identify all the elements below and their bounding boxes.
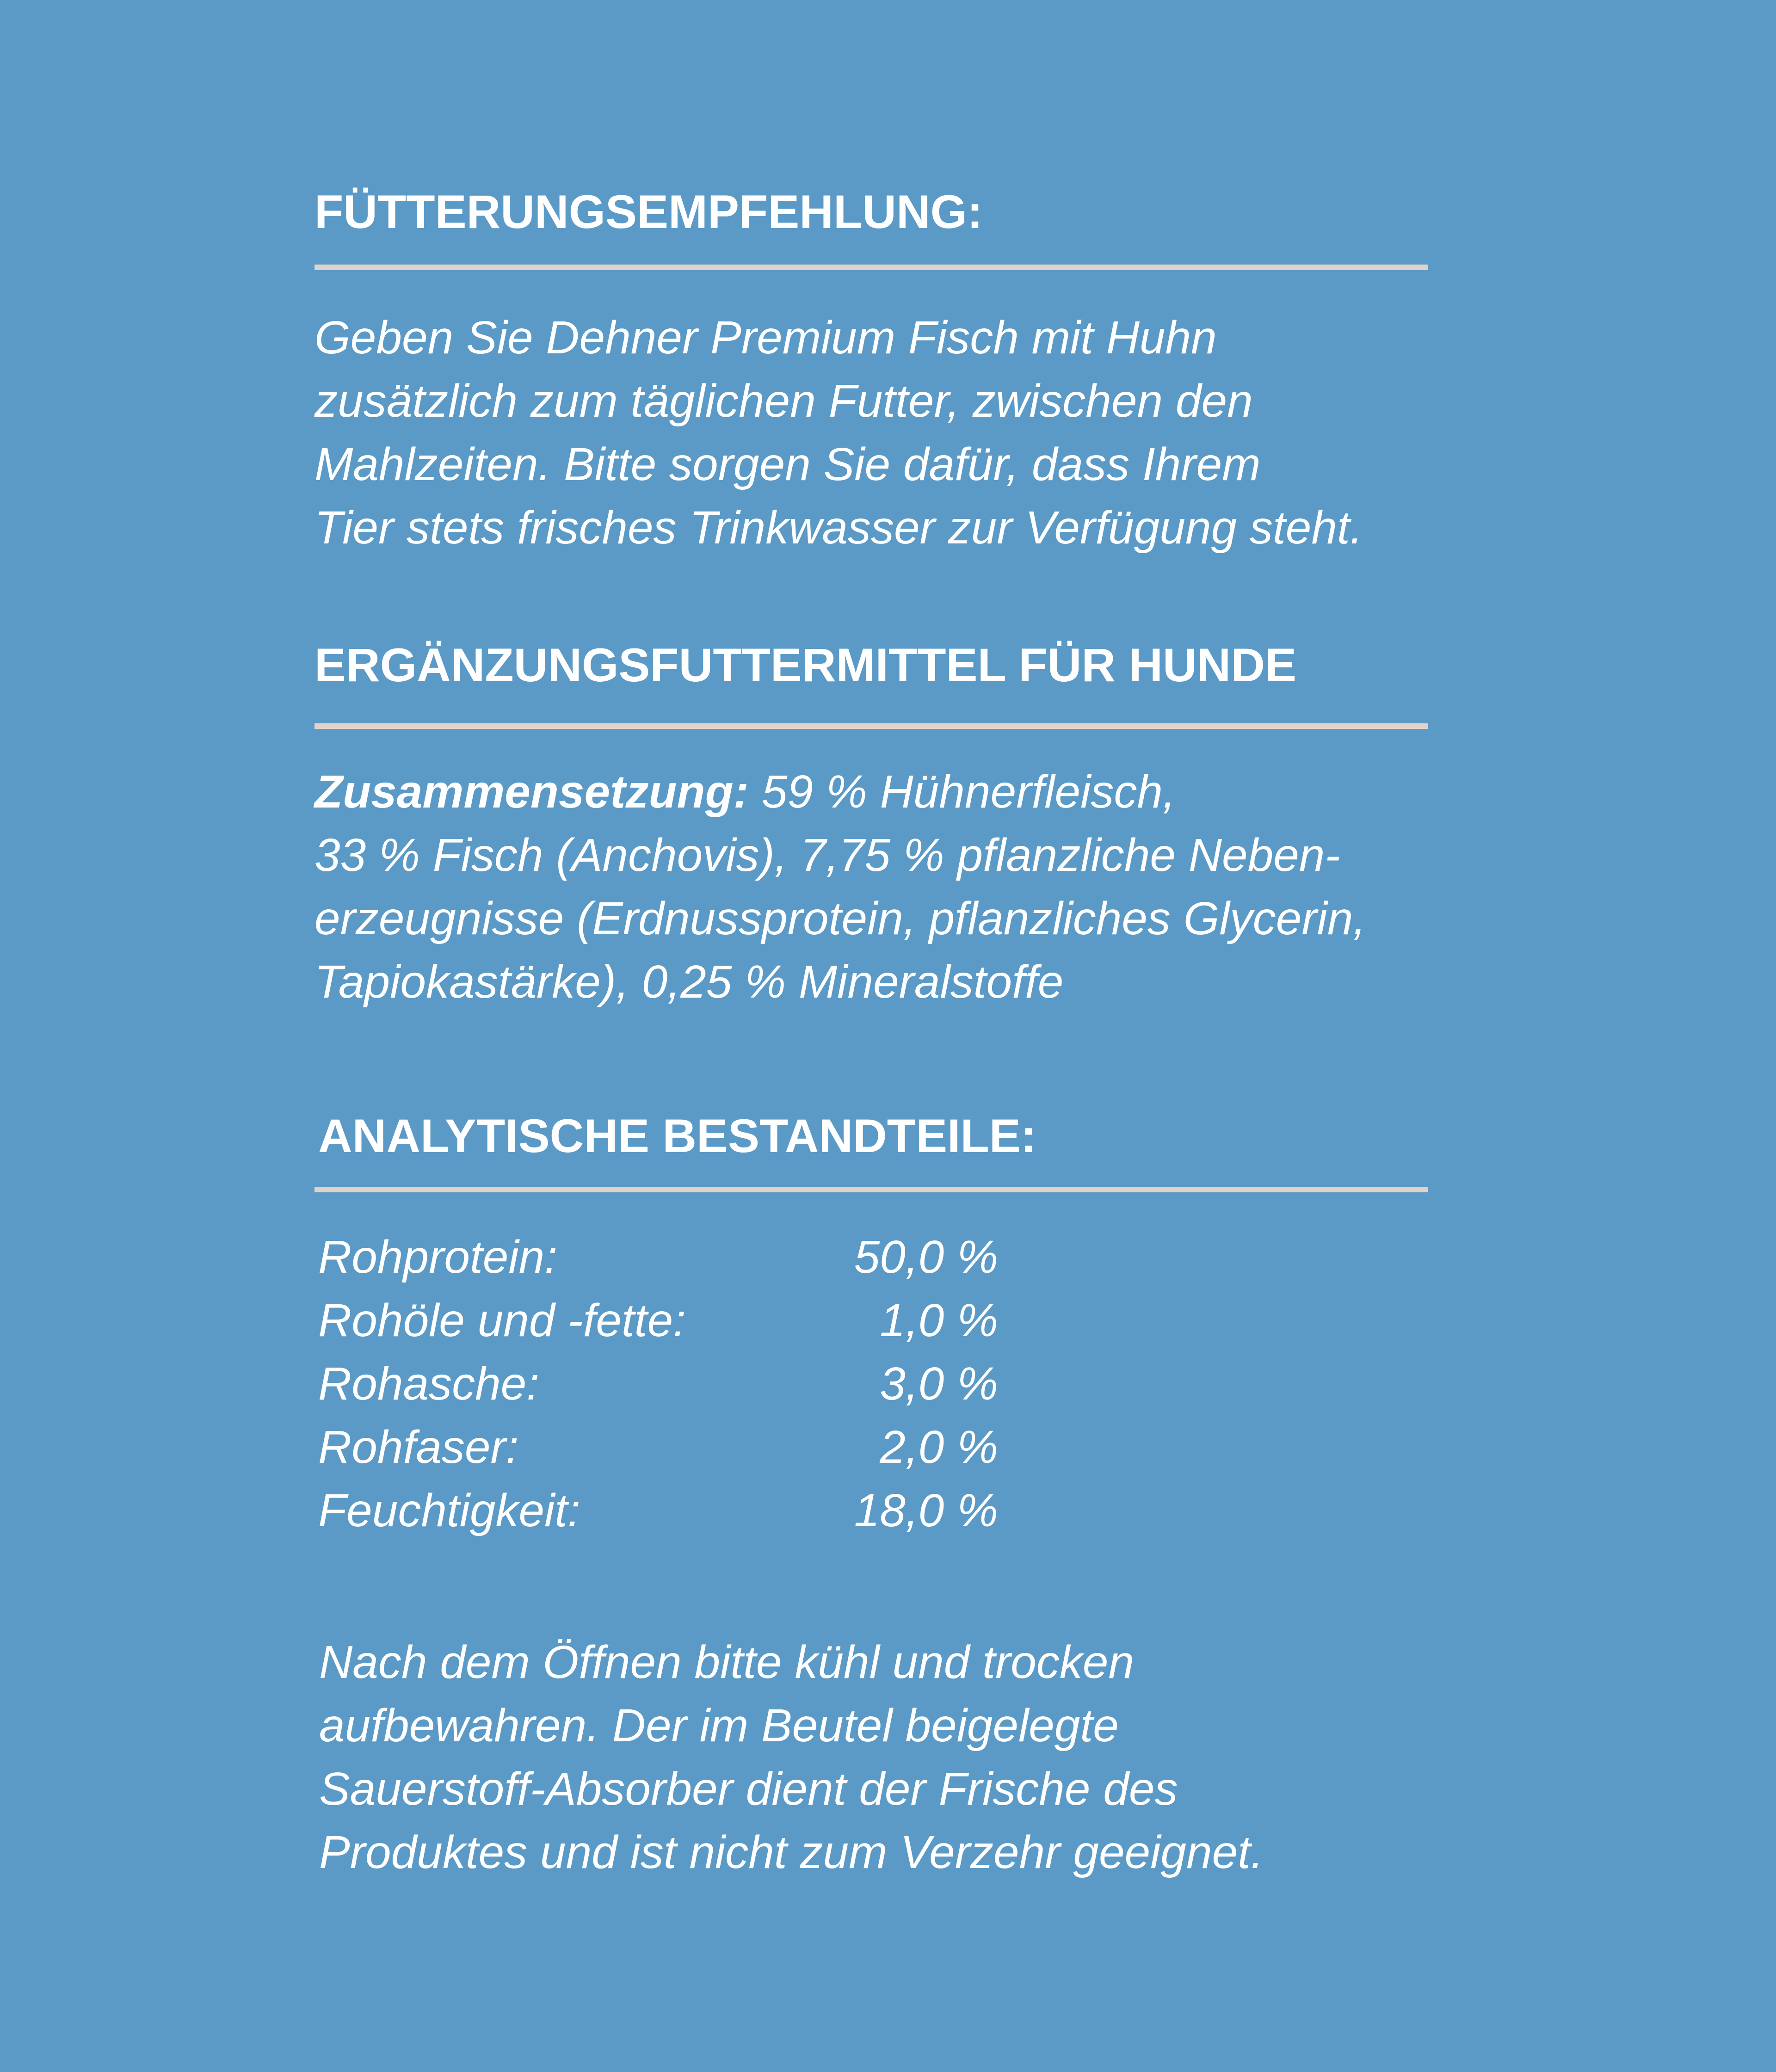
storage-line: Nach dem Öffnen bitte kühl und trocken [319, 1636, 1135, 1688]
composition-text [314, 760, 1366, 1014]
feeding-text [314, 306, 1363, 560]
analytics-name: Rohöle und -fette: [318, 1295, 686, 1346]
composition-label: Zusammensetzung: [314, 766, 749, 818]
analytics-value: 2,0 % [880, 1421, 998, 1473]
analytics-value: 18,0 % [854, 1485, 998, 1536]
feeding-line: Mahlzeiten. Bitte sorgen Sie dafür, dass Ihrem [314, 438, 1261, 490]
analytics-value: 1,0 % [880, 1295, 998, 1346]
analytics-value: 50,0 % [854, 1231, 998, 1283]
feeding-line: Tier stets frisches Trinkwasser zur Verfügung steht. [314, 502, 1363, 554]
composition-line [314, 760, 1366, 824]
analytics-name: Feuchtigkeit: [318, 1485, 580, 1536]
analytics-value: 3,0 % [880, 1358, 998, 1410]
feeding-heading: FÜTTERUNGSEMPFEHLUNG: [314, 185, 983, 238]
composition-line: 33 % Fisch (Anchovis), 7,75 % pflanzliche Neben- [314, 829, 1340, 881]
analytics-name: Rohasche: [318, 1358, 540, 1410]
supplement-heading: ERGÄNZUNGSFUTTERMITTEL FÜR HUNDE [314, 639, 1297, 691]
analytics-divider [314, 1187, 1428, 1192]
analytics-name: Rohprotein: [318, 1231, 557, 1283]
storage-text [319, 1631, 1264, 1884]
composition-first-value: 59 % Hühnerfleisch, [749, 766, 1176, 818]
supplement-divider [314, 723, 1428, 729]
storage-line: Sauerstoff-Absorber dient der Frische des [319, 1763, 1178, 1815]
composition-line: erzeugnisse (Erdnussprotein, pflanzliches Glycerin, [314, 893, 1366, 944]
feeding-line: zusätzlich zum täglichen Futter, zwischen den [314, 375, 1253, 427]
analytics-name: Rohfaser: [318, 1421, 519, 1473]
analytics-heading: ANALYTISCHE BESTANDTEILE: [318, 1110, 1036, 1162]
feeding-line: Geben Sie Dehner Premium Fisch mit Huhn [314, 312, 1217, 364]
storage-line: Produktes und ist nicht zum Verzehr geeignet. [319, 1826, 1264, 1878]
composition-line: Tapiokastärke), 0,25 % Mineralstoffe [314, 956, 1064, 1008]
feeding-divider [314, 265, 1428, 270]
storage-line: aufbewahren. Der im Beutel beigelegte [319, 1700, 1119, 1751]
